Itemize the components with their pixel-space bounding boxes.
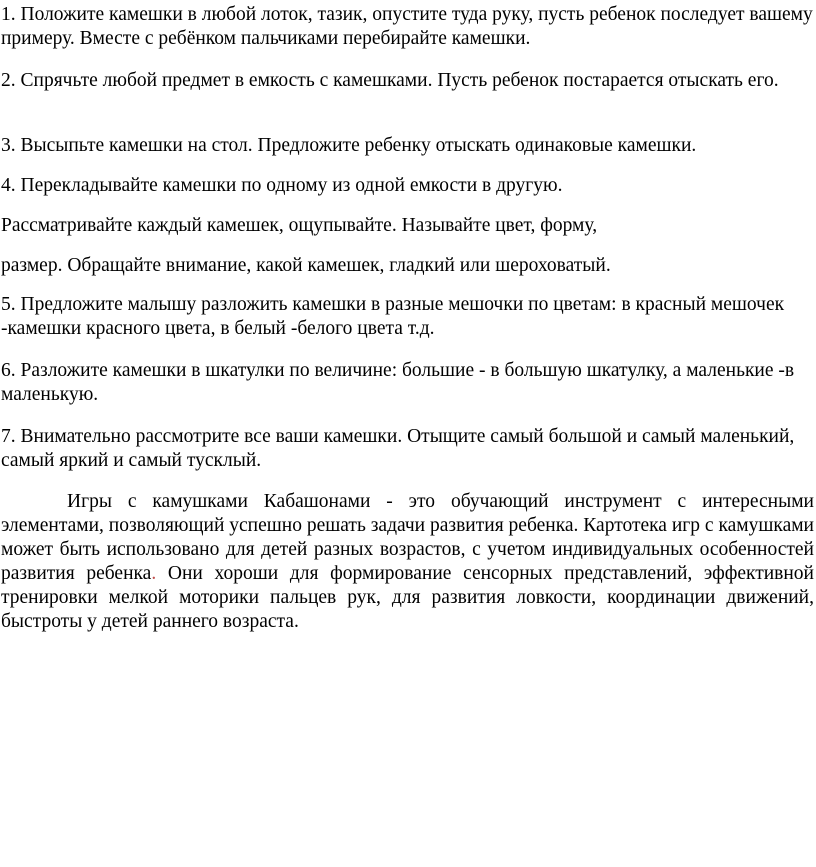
instruction-3: 3. Высыпьте камешки на стол. Предложите ребенку отыскать одинаковые камешки. xyxy=(1,135,697,156)
summary-accent-dot: . xyxy=(151,563,157,584)
summary-paragraph xyxy=(1,490,814,634)
instruction-2: 2. Спрячьте любой предмет в емкость с камешками. Пусть ребенок постарается отыскать его. xyxy=(1,70,779,91)
instruction-5: 5. Предложите малышу разложить камешки в разные мешочки по цветам: в красный мешочек -камешки красного цвета, в белый -белого цвета т.д. xyxy=(1,294,785,339)
instruction-4-detail-2: размер. Обращайте внимание, какой камешек, гладкий или шероховатый. xyxy=(1,255,611,276)
instruction-1: 1. Положите камешки в любой лоток, тазик, опустите туда руку, пусть ребенок последует вашему примеру. Вместе с ребёнком пальчиками перебирайте камешки. xyxy=(1,4,813,49)
summary-part-1: Игры с камушками Кабашонами - это обучающий инструмент с интересными элементами, позволяющий успешно решать задачи развития ребенка. Картотека игр с камушками может быть использовано для детей разных возрастов, с учетом индивидуальных особенностей развития ребенка xyxy=(1,491,814,584)
instruction-6: 6. Разложите камешки в шкатулки по величине: большие - в большую шкатулку, а маленькие -в маленькую. xyxy=(1,360,795,405)
summary-part-2: Они хороши для формирование сенсорных представлений, эффективной тренировки мелкой моторики пальцев рук, для развития ловкости, координации движений, быстроты у детей раннего возраста. xyxy=(1,563,814,632)
instruction-4: 4. Перекладывайте камешки по одному из одной емкости в другую. xyxy=(1,175,563,196)
instruction-7: 7. Внимательно рассмотрите все ваши камешки. Отыщите самый большой и самый маленький, самый яркий и самый тусклый. xyxy=(1,426,795,471)
instruction-4-detail-1: Рассматривайте каждый камешек, ощупывайте. Называйте цвет, форму, xyxy=(1,215,598,236)
